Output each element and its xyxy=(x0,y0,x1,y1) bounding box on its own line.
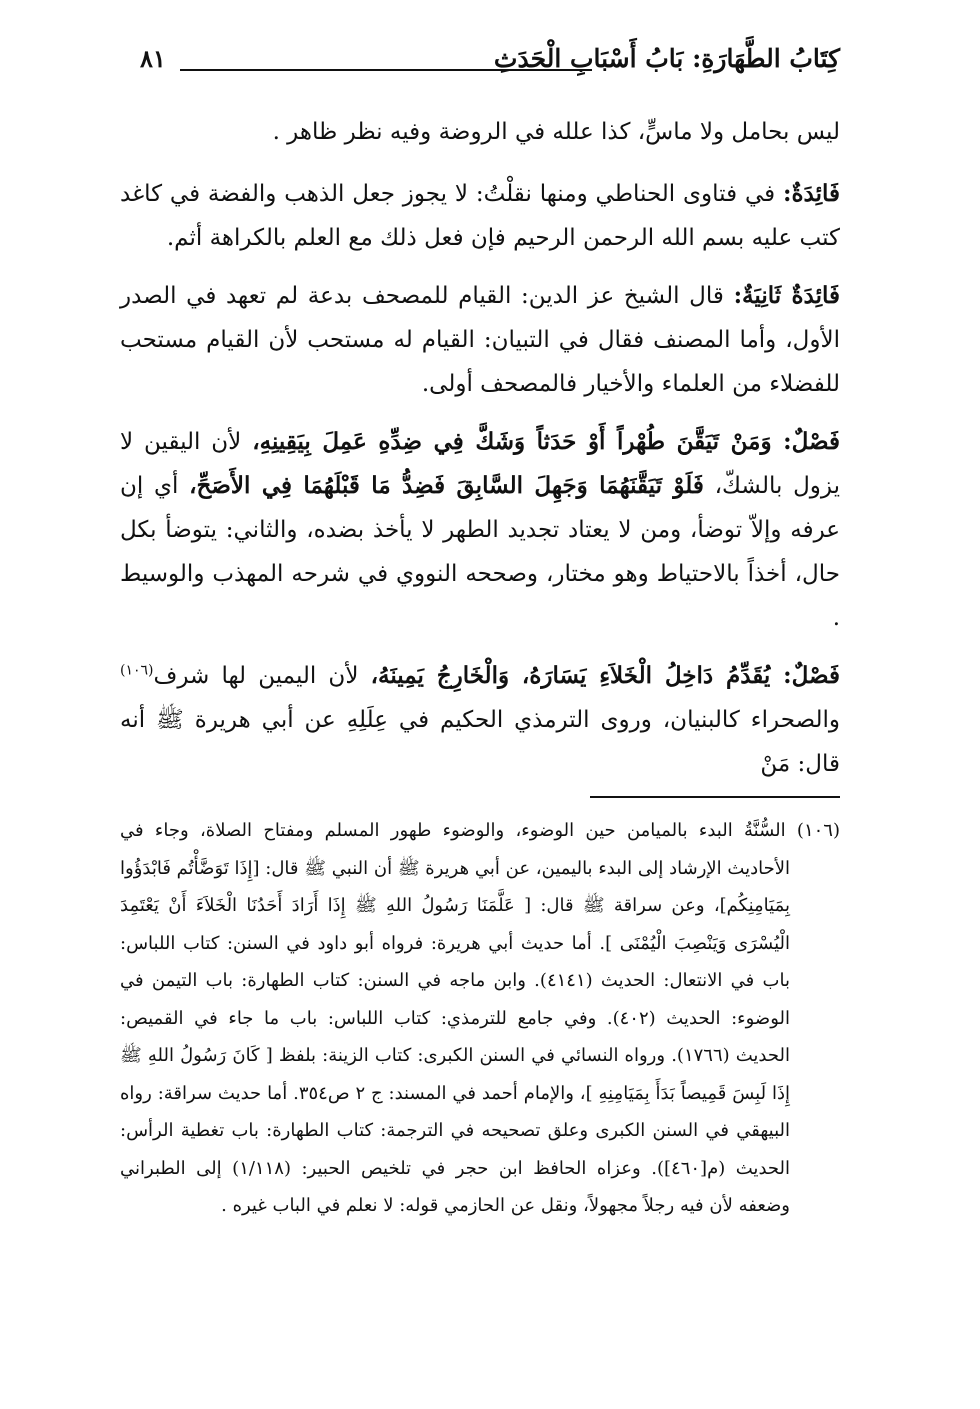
paragraph-5 xyxy=(120,654,840,786)
sharh-text-3: لأن اليمين لها شرف xyxy=(153,663,371,689)
matn-text-3: فَصْلٌ: يُقَدِّمُ دَاخِلُ الْخَلاَءِ يَسَارَهُ، وَالْخَارِجُ يَمِينَهُ، xyxy=(370,662,840,689)
footnote-separator xyxy=(590,796,840,798)
faida-thaniya-term: فَائِدَةٌ ثَانِيَةٌ: xyxy=(733,282,841,309)
footnotes xyxy=(120,812,840,1225)
main-text xyxy=(120,110,840,800)
paragraph-3 xyxy=(120,274,840,406)
header-rule xyxy=(180,69,592,71)
sharh-text-1: لأن اليقين لا يزول بالشكّ، xyxy=(120,429,841,499)
footnote-reference[interactable]: (١٠٦) xyxy=(120,662,154,679)
paragraph-1 xyxy=(120,110,840,154)
paragraph-4 xyxy=(120,420,840,640)
matn-text-2: فَلَوْ تَيَقَّنَهُمَا وَجَهِلَ السَّابِقَ فَضِدُّ مَا قَبْلَهُمَا فِي الأَصَحِّ، xyxy=(189,472,704,499)
paragraph-1-text: ليس بحامل ولا ماسٍّ، كذا علله في الروضة وفيه نظر ظاهر . xyxy=(272,119,840,145)
running-header xyxy=(140,40,840,80)
matn-text-1: فَصْلٌ: وَمَنْ تَيَقَّنَ طُهْراً أَوْ حَدَثاً وَشَكَّ فِي ضِدِّهِ عَمِلَ بِيَقِينِهِ، xyxy=(252,428,840,455)
paragraph-3-text: قال الشيخ عز الدين: القيام للمصحف بدعة لم تعهد في الصدر الأول، وأما المصنف فقال في التبيان: القيام له مستحب لأن القيام مستحب للفضلاء من العلماء والأخيار فالمصحف أولى. xyxy=(120,283,840,397)
page-number: ٨١ xyxy=(140,44,166,73)
chapter-title: كِتَابُ الطَّهَارَةِ: بَابُ أَسْبَابِ الْحَدَثِ xyxy=(493,44,840,73)
paragraph-2-text: في فتاوى الحناطي ومنها نقلْتُ: لا يجوز جعل الذهب والفضة في كاغد كتب عليه بسم الله الرحمن الرحيم فإن فعل ذلك مع العلم بالكراهة أثم. xyxy=(120,181,840,251)
sharh-text-4: والصحراء كالبنيان، وروى الترمذي الحكيم في عِلَلِهِ عن أبي هريرة ﷺ أنه قال: مَنْ xyxy=(120,707,840,777)
paragraph-2 xyxy=(120,172,840,260)
faida-term: فَائِدَةٌ: xyxy=(782,180,840,207)
footnote-106: (١٠٦) السُّنَّةُ البدء بالميامن حين الوضوء، والوضوء طهور المسلم ومفتاح الصلاة، وجاء في الأحاديث الإرشاد إلى البدء باليمين، عن أبي هريرة ﷺ أن النبي ﷺ قال: [إِذَا تَوَضَّأْتُم فَابْدَؤُوا بِمَيَامِنِكُم]، وعن سراقة ﷺ قال: [ عَلَّمَنَا رَسُولُ اللهِ ﷺ إِذَا أَرَادَ أَحَدُنَا الْخَلاَءَ أَنْ يَعْتَمِدَ الْيُسْرَى وَيَنْصِبَ الْيُمْنَى ]. أما حديث أبي هريرة: فرواه أبو داود في السنن: كتاب اللباس: باب في الانتعال: الحديث (٤١٤١). وابن ماجه في السنن: كتاب الطهارة: باب التيمن في الوضوء: الحديث (٤٠٢). وفي جامع للترمذي: كتاب اللباس: باب ما جاء في القميص: الحديث (١٧٦٦). ورواه النسائي في السنن الكبرى: كتاب الزينة: بلفظ [ كَانَ رَسُولُ اللهِ ﷺ إِذَا لَبِسَ قَمِيصاً بَدَأَ بِمَيَامِنِهِ ]، والإمام أحمد في المسند: ج ٢ ص٣٥٤. أما حديث سراقة: رواه البيهقي في السنن الكبرى وعلق تصحيحه في الترجمة: كتاب الطهارة: باب تغطية الرأس: الحديث (م[٤٦٠]). وعزاه الحافظ ابن حجر في تلخيص الحبير: (١/١١٨) إلى الطبراني وضعفه لأن فيه رجلاً مجهولاً، ونقل عن الحازمي قوله: لا نعلم في الباب غيره . xyxy=(120,820,840,1216)
sharh-text-2: أي إن عرفه وإلاّ توضأ، ومن لا يعتاد تجديد الطهر لا يأخذ بضده، والثاني: يتوضأ بكل حال، أخذاً بالاحتياط وهو مختار، وصححه النووي في شرحه المهذب والوسيط . xyxy=(120,473,840,631)
